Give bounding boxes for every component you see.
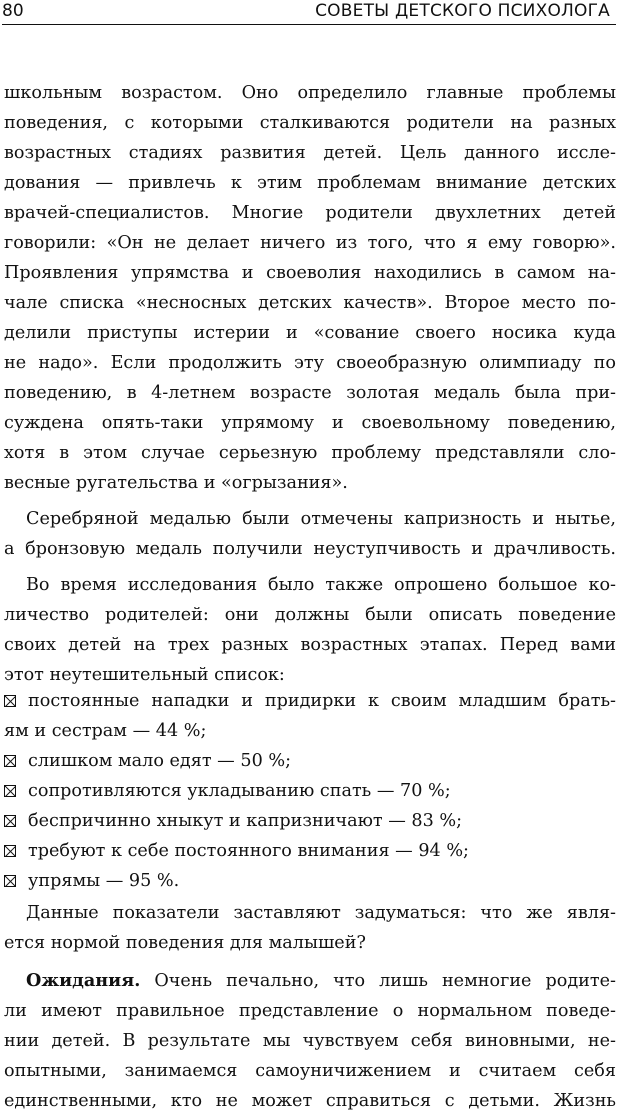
- list-item: постоянные нападки и придирки к своим младшим брать-: [28, 691, 616, 711]
- text-line: дования — привлечь к этим проблемам внимание детских: [4, 173, 616, 193]
- list-item: беспричинно хныкут и капризничают — 83 %;: [28, 811, 463, 831]
- running-head: [2, 0, 616, 25]
- text-line: ли имеют правильное представление о нормальном поведе-: [4, 1001, 616, 1021]
- checkbox-bullet-icon: [4, 785, 16, 797]
- checkbox-bullet-icon: [4, 755, 16, 767]
- text-line: хотя в этом случае серьезную проблему представляли сло-: [4, 443, 616, 463]
- text-line: а бронзовую медаль получили неуступчивость и драчливость.: [4, 539, 616, 559]
- text-line: ется нормой поведения для малышей?: [4, 933, 366, 953]
- text-line: этот неутешительный список:: [4, 665, 285, 685]
- page-number: 80: [2, 1, 24, 21]
- checkbox-bullet-icon: [4, 695, 16, 707]
- list-item: сопротивляются укладыванию спать — 70 %;: [28, 781, 451, 801]
- text-line: [26, 966, 616, 996]
- text-line: нии детей. В результате мы чувствуем себя виновными, не-: [4, 1031, 616, 1051]
- text-line: своих детей на трех разных возрастных этапах. Перед вами: [4, 635, 616, 655]
- text-line: не надо». Если продолжить эту своеобразную олимпиаду по: [4, 353, 616, 373]
- checkbox-bullet-icon: [4, 845, 16, 857]
- running-title: СОВЕТЫ ДЕТСКОГО ПСИХОЛОГА: [315, 1, 610, 21]
- text-line: личество родителей: они должны были описать поведение: [4, 605, 616, 625]
- text-line: Серебряной медалью были отмечены капризность и нытье,: [26, 509, 616, 529]
- text-line: говорили: «Он не делает ничего из того, что я ему говорю».: [4, 233, 616, 253]
- text-line: опытными, занимаемся самоуничижением и считаем себя: [4, 1061, 616, 1081]
- text-line: врачей-специалистов. Многие родители двухлетних детей: [4, 203, 616, 223]
- text-line: школьным возрастом. Оно определило главные проблемы: [4, 83, 616, 103]
- text-run: Очень печально, что лишь немногие родите-: [140, 971, 616, 991]
- text-line: суждена опять-таки упрямому и своевольному поведению,: [4, 413, 616, 433]
- section-lead-heading: Ожидания.: [26, 970, 141, 991]
- text-line: чале списка «несносных детских качеств». Второе место по-: [4, 293, 616, 313]
- checkbox-bullet-icon: [4, 875, 16, 887]
- list-item-continuation: ям и сестрам — 44 %;: [4, 721, 207, 741]
- text-line: Во время исследования было также опрошено большое ко-: [26, 575, 616, 595]
- list-item: требуют к себе постоянного внимания — 94 %;: [28, 841, 469, 861]
- text-line: весные ругательства и «огрызания».: [4, 473, 348, 493]
- text-line: Проявления упрямства и своеволия находились в самом на-: [4, 263, 616, 283]
- text-line: возрастных стадиях развития детей. Цель данного иссле-: [4, 143, 616, 163]
- text-line: поведению, в 4-летнем возрасте золотая медаль была при-: [4, 383, 616, 403]
- text-line: единственными, кто не может справиться с детьми. Жизнь: [4, 1091, 616, 1111]
- text-line: делили приступы истерии и «сование своего носика куда: [4, 323, 616, 343]
- text-line: Данные показатели заставляют задуматься: что же явля-: [26, 903, 616, 923]
- list-item: слишком мало едят — 50 %;: [28, 751, 291, 771]
- checkbox-bullet-icon: [4, 815, 16, 827]
- text-line: поведения, с которыми сталкиваются родители на разных: [4, 113, 616, 133]
- list-item: упрямы — 95 %.: [28, 871, 180, 891]
